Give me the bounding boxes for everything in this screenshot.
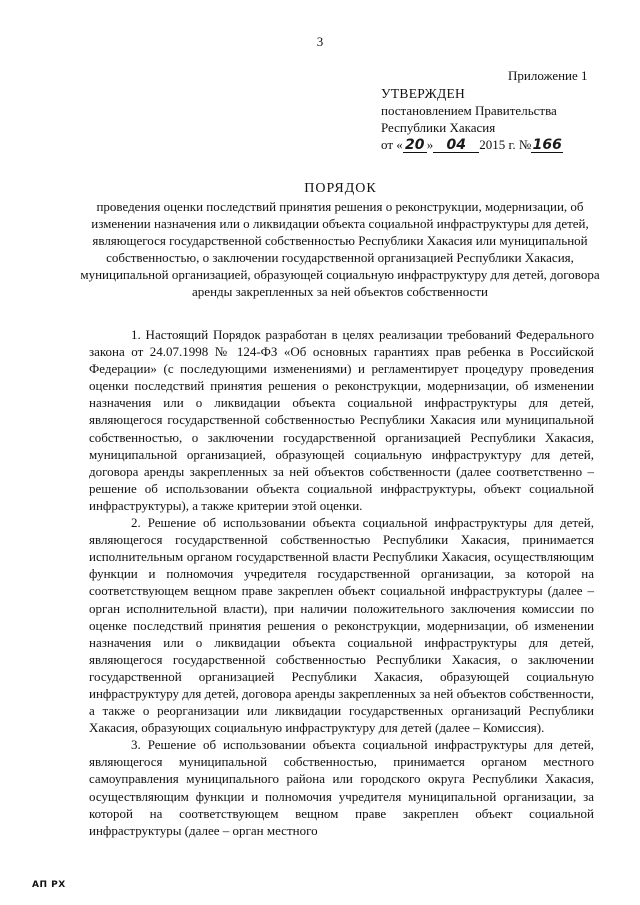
handwritten-month: 04 bbox=[433, 138, 479, 153]
approval-date-line bbox=[381, 136, 563, 153]
page-number: 3 bbox=[316, 34, 324, 49]
handwritten-day: 20 bbox=[403, 138, 427, 153]
approval-line-1: постановлением Правительства bbox=[381, 103, 557, 118]
appendix-label: Приложение 1 bbox=[508, 68, 588, 83]
approval-line-2: Республики Хакасия bbox=[381, 120, 496, 135]
approved-heading: УТВЕРЖДЕН bbox=[381, 86, 466, 101]
date-year: 2015 г. № bbox=[479, 137, 532, 152]
approval-block bbox=[381, 85, 563, 153]
paragraph-1: 1. Настоящий Порядок разработан в целях реализации требований Федерального закона от 24.07.1998 № 124-ФЗ «Об основных гарантиях прав ребенка в Российской Федерации» (с последующими изменениями) и регламентирует процедуру проведения оценки последствий принятия решения о реконструкции, модернизации, об изменении назначения или о ликвидации объекта социальной инфраструктуры для детей, являющегося государственной собственностью Республики Хакасия или муниципальной собственностью, о заключении государственной организацией Республики Хакасия, муниципальной организацией, образующей социальную инфраструктуру для детей, договора аренды закрепленных за ней объектов собственности (далее соответственно – решение об использовании объекта социальной инфраструктуры, объект социальной инфраструктуры), а также критерии этой оценки. bbox=[89, 327, 594, 513]
handwritten-number: 166 bbox=[532, 137, 562, 153]
document-title: ПОРЯДОК bbox=[304, 181, 377, 196]
date-prefix: от « bbox=[381, 137, 403, 152]
document-body bbox=[89, 326, 594, 839]
paragraph-3: 3. Решение об использовании объекта социальной инфраструктуры для детей, являющегося муниципальной собственностью, принимается органом местного самоуправления муниципального района или городского округа Республики Хакасия, осуществляющим функции и полномочия учредителя муниципальной организации, за которой на соответствующем вещном праве закреплен объект социальной инфраструктуры (далее – орган местного bbox=[89, 737, 594, 838]
paragraph-2: 2. Решение об использовании объекта социальной инфраструктуры для детей, являющегося государственной собственностью Республики Хакасия, принимается исполнительным органом государственной власти Республики Хакасия, осуществляющим функции и полномочия учредителя государственной организации, за которой на соответствующем вещном праве закреплен объект социальной инфраструктуры (далее – орган исполнительной власти), при наличии положительного заключения комиссии по оценке последствий принятия решения о реконструкции, модернизации, об изменении назначения или о ликвидации объекта социальной инфраструктуры для детей, являющегося государственной собственностью Республики Хакасия, о заключении государственной организацией Республики Хакасия, образующей социальную инфраструктуру для детей, договора аренды закрепленных за ней объектов собственности, а также о реорганизации или ликвидации государственных организаций Республики Хакасия, образующих социальную инфраструктуру для детей (далее – Комиссия). bbox=[89, 515, 594, 736]
date-mid: » bbox=[426, 137, 434, 152]
footer-mark: АП РХ bbox=[32, 880, 66, 890]
document-subtitle: проведения оценки последствий принятия решения о реконструкции, модернизации, об изменении назначения или о ликвидации объекта социальной инфраструктуры для детей, являющегося государственной собственностью Республики Хакасия или муниципальной собственностью, о заключении государственной организацией Республики Хакасия, муниципальной организацией, образующей социальную инфраструктуру для детей, договора аренды закрепленных за ней объектов собственности bbox=[80, 199, 600, 300]
